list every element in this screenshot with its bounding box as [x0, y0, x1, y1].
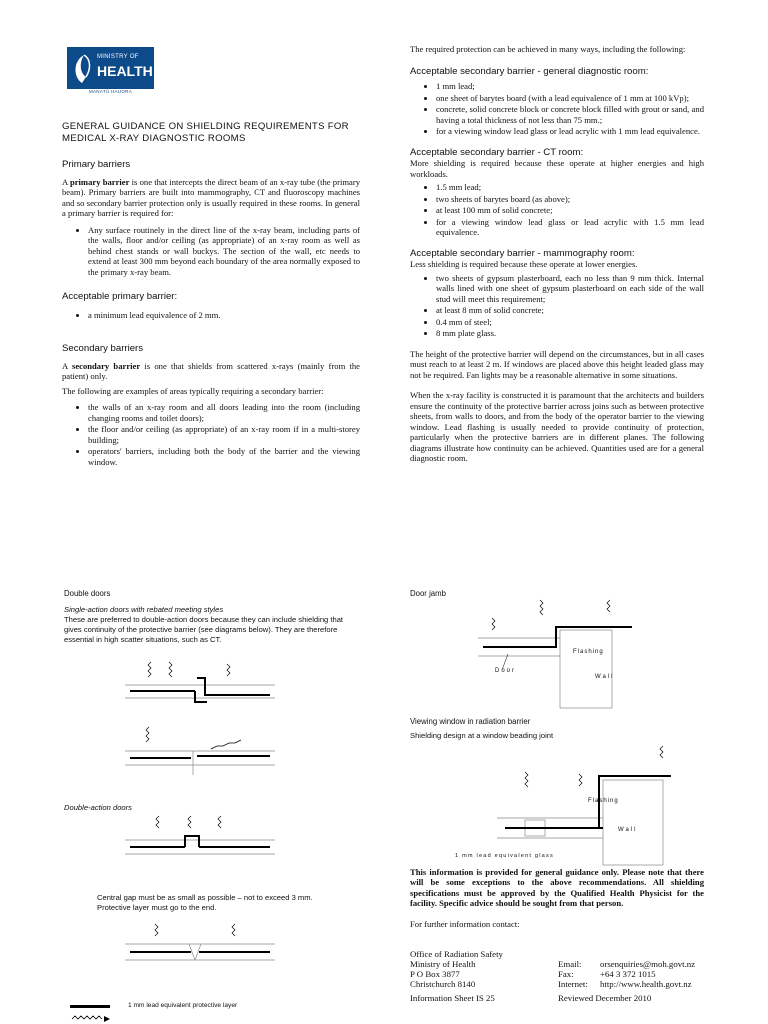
- rebated-door-diagram: [125, 660, 275, 720]
- double-action-heading: Double-action doors: [64, 803, 132, 812]
- double-action-door-diagram: [125, 812, 275, 872]
- primary-bullets: [62, 225, 360, 277]
- list-item: • two sheets of gypsum plasterboard, each no less than 9 mm thick. Internal walls lined with one sheet of gypsum plasterboard on each side of the wall stud will meet this requirement;: [436, 273, 704, 304]
- single-action-text: These are preferred to double-action doors because they can include shielding that gives continuity of the protective barrier (see diagrams below). They are therefore essential in high scatter situations, such as CT.: [64, 615, 344, 644]
- list-item: • for a viewing window lead glass or lead acrylic with 1 mm lead equivalence.: [436, 126, 704, 136]
- address-line: P O Box 3877: [410, 969, 460, 980]
- contact-block: [410, 949, 704, 1005]
- logo-line1: MINISTRY OF: [97, 54, 139, 60]
- window-flashing-label: Flashing: [588, 798, 619, 804]
- disclaimer: This information is provided for general guidance only. Please note that there will be some exceptions to the above recommendations. All shielding specifications must be approved by the Qualified Health Physicist for the facility. Specific advice should be sought from that person.: [410, 867, 704, 909]
- info-sheet-number: Information Sheet IS 25: [410, 993, 495, 1004]
- email-link[interactable]: orsenquiries@moh.govt.nz: [600, 959, 696, 970]
- logo-subtitle: MANATŪ HAUORA: [88, 89, 133, 94]
- door-jamb-flashing-label: Flashing: [573, 649, 604, 655]
- list-item: • 1 mm lead;: [436, 81, 704, 91]
- legend-lead-line: [70, 1005, 110, 1008]
- list-item: • for a viewing window lead glass or lead acrylic with 1.5 mm lead equivalence.: [436, 217, 704, 238]
- barrier-height-paragraph: The height of the protective barrier will depend on the circumstances, but in all cases must reach to at least 2 m. If windows are placed above this height leaded glass may not be required. Fan lights may be a reasonable alternative in some situations.: [410, 348, 704, 380]
- list-item: • two sheets of barytes board (as above);: [436, 194, 704, 204]
- secondary-examples-intro: The following are examples of areas typically requiring a secondary barrier:: [62, 385, 324, 396]
- email-label: Email:: [558, 959, 582, 970]
- viewing-window-heading: Viewing window in radiation barrier: [410, 717, 531, 726]
- mammo-intro: Less shielding is required because these operate at lower energies.: [410, 259, 638, 270]
- secondary-heading: Secondary barriers: [62, 343, 144, 355]
- address-line: Ministry of Health: [410, 959, 476, 970]
- list-item: • at least 100 mm of solid concrete;: [436, 205, 704, 215]
- scatter-arrow-icon: [70, 1014, 130, 1024]
- acceptable-primary-heading: Acceptable primary barrier:: [62, 291, 178, 303]
- secondary-bullets: [62, 402, 360, 467]
- list-item: • 0.4 mm of steel;: [436, 317, 704, 327]
- mammo-heading: Acceptable secondary barrier - mammography room:: [410, 247, 635, 259]
- door-jamb-diagram: [478, 590, 638, 710]
- legend-lead-label: 1 mm lead equivalent protective layer: [128, 1002, 238, 1009]
- list-item: • the walls of an x-ray room and all doors leading into the room (including changing rooms and toilet doors);: [88, 402, 360, 423]
- general-bullets: [410, 81, 704, 136]
- ct-bullets: [410, 182, 704, 237]
- list-item: • at least 8 mm of solid concrete;: [436, 305, 704, 315]
- door-jamb-heading: Door jamb: [410, 589, 446, 598]
- footer: [410, 867, 704, 1005]
- ct-heading: Acceptable secondary barrier - CT room:: [410, 146, 584, 158]
- viewing-window-diagram: [495, 742, 685, 867]
- right-column: [410, 44, 704, 464]
- ct-intro: More shielding is required because these operate at higher energies and high workloads.: [410, 158, 704, 179]
- mammo-bullets: [410, 273, 704, 339]
- reviewed-date: Reviewed December 2010: [558, 993, 652, 1004]
- address-line: Office of Radiation Safety: [410, 949, 503, 960]
- acceptable-primary-bullets: [62, 310, 360, 320]
- list-item: • 1.5 mm lead;: [436, 182, 704, 192]
- ministry-logo: [67, 47, 154, 89]
- website-link[interactable]: http://www.health.govt.nz: [600, 979, 692, 990]
- door-jamb-door-label: Door: [495, 668, 517, 674]
- contact-intro: For further information contact:: [410, 918, 520, 929]
- viewing-window-subheading: Shielding design at a window beading joint: [410, 731, 554, 740]
- page-title: GENERAL GUIDANCE ON SHIELDING REQUIREMENTS FOR MEDICAL X-RAY DIAGNOSTIC ROOMS: [62, 121, 349, 144]
- left-column: [62, 121, 360, 468]
- address-line: Christchurch 8140: [410, 979, 476, 990]
- window-wall-label: Wall: [618, 827, 638, 833]
- list-item: • the floor and/or ceiling (as appropriate) of an x-ray room if in a multi-storey building;: [88, 424, 360, 445]
- central-gap-note: Central gap must be as small as possible – not to exceed 3 mm. Protective layer must go to the end.: [97, 893, 313, 912]
- rebated-door-scatter-diagram: [125, 725, 275, 780]
- double-action-scatter-diagram: [125, 920, 275, 975]
- primary-intro: A primary barrier is one that intercepts the direct beam of an x-ray tube (the primary beam). Primary barriers are built into mammography, CT and fluoroscopy machines and so secondary barrier protection only is usually required in these rooms. In general a primary barrier is required for:: [62, 176, 361, 219]
- list-item: • concrete, solid concrete block or concrete block filled with grout or sand, and having a total thickness of not less than 75 mm.;: [436, 104, 704, 125]
- internet-label: Internet:: [558, 979, 588, 990]
- protection-intro: The required protection can be achieved in many ways, including the following:: [410, 44, 686, 54]
- door-jamb-wall-label: Wall: [595, 674, 615, 680]
- secondary-intro: A secondary barrier is one that shields from scattered x-rays (mainly from the patient) only.: [62, 360, 360, 382]
- primary-heading: Primary barriers: [62, 158, 131, 170]
- fax-label: Fax:: [558, 969, 574, 980]
- logo-line2: HEALTH: [97, 63, 153, 79]
- list-item: • operators' barriers, including both the body of the barrier and the viewing window.: [88, 446, 360, 467]
- list-item: • one sheet of barytes board (with a lead equivalence of 1 mm at 100 kVp);: [436, 93, 704, 103]
- continuity-paragraph: When the x-ray facility is constructed it is paramount that the architects and builders ensure the continuity of the protective barrier across joins such as between protective sheets, from walls to doors, and from the body of the operator barrier to the viewing window. Lead flashing is usually needed to provide continuity of protection, particularly when the protective barriers are in different planes. The following diagrams illustrate how continuity can be achieved. Quantities used are for a general diagnostic room.: [410, 390, 704, 464]
- general-heading: Acceptable secondary barrier - general diagnostic room:: [410, 66, 649, 78]
- fax-number: +64 3 372 1015: [600, 969, 656, 980]
- list-item: • 8 mm plate glass.: [436, 328, 704, 338]
- list-item: • Any surface routinely in the direct line of the x-ray beam, including parts of the walls, floor and/or ceiling (as appropriate) of an x-ray room as well as behind chest stands or wall buckys. The section of the wall, etc needs to extend at least 300 mm beyond each boundary of the area normally exposed to the primary x-ray beam.: [88, 225, 360, 277]
- single-action-heading: Single-action doors with rebated meeting styles: [64, 605, 224, 614]
- list-item: • a minimum lead equivalence of 2 mm.: [88, 310, 360, 320]
- lead-glass-label: 1 mm lead equivalent glass: [455, 853, 554, 859]
- double-doors-heading: Double doors: [64, 589, 111, 598]
- fern-logo-icon: [67, 47, 97, 89]
